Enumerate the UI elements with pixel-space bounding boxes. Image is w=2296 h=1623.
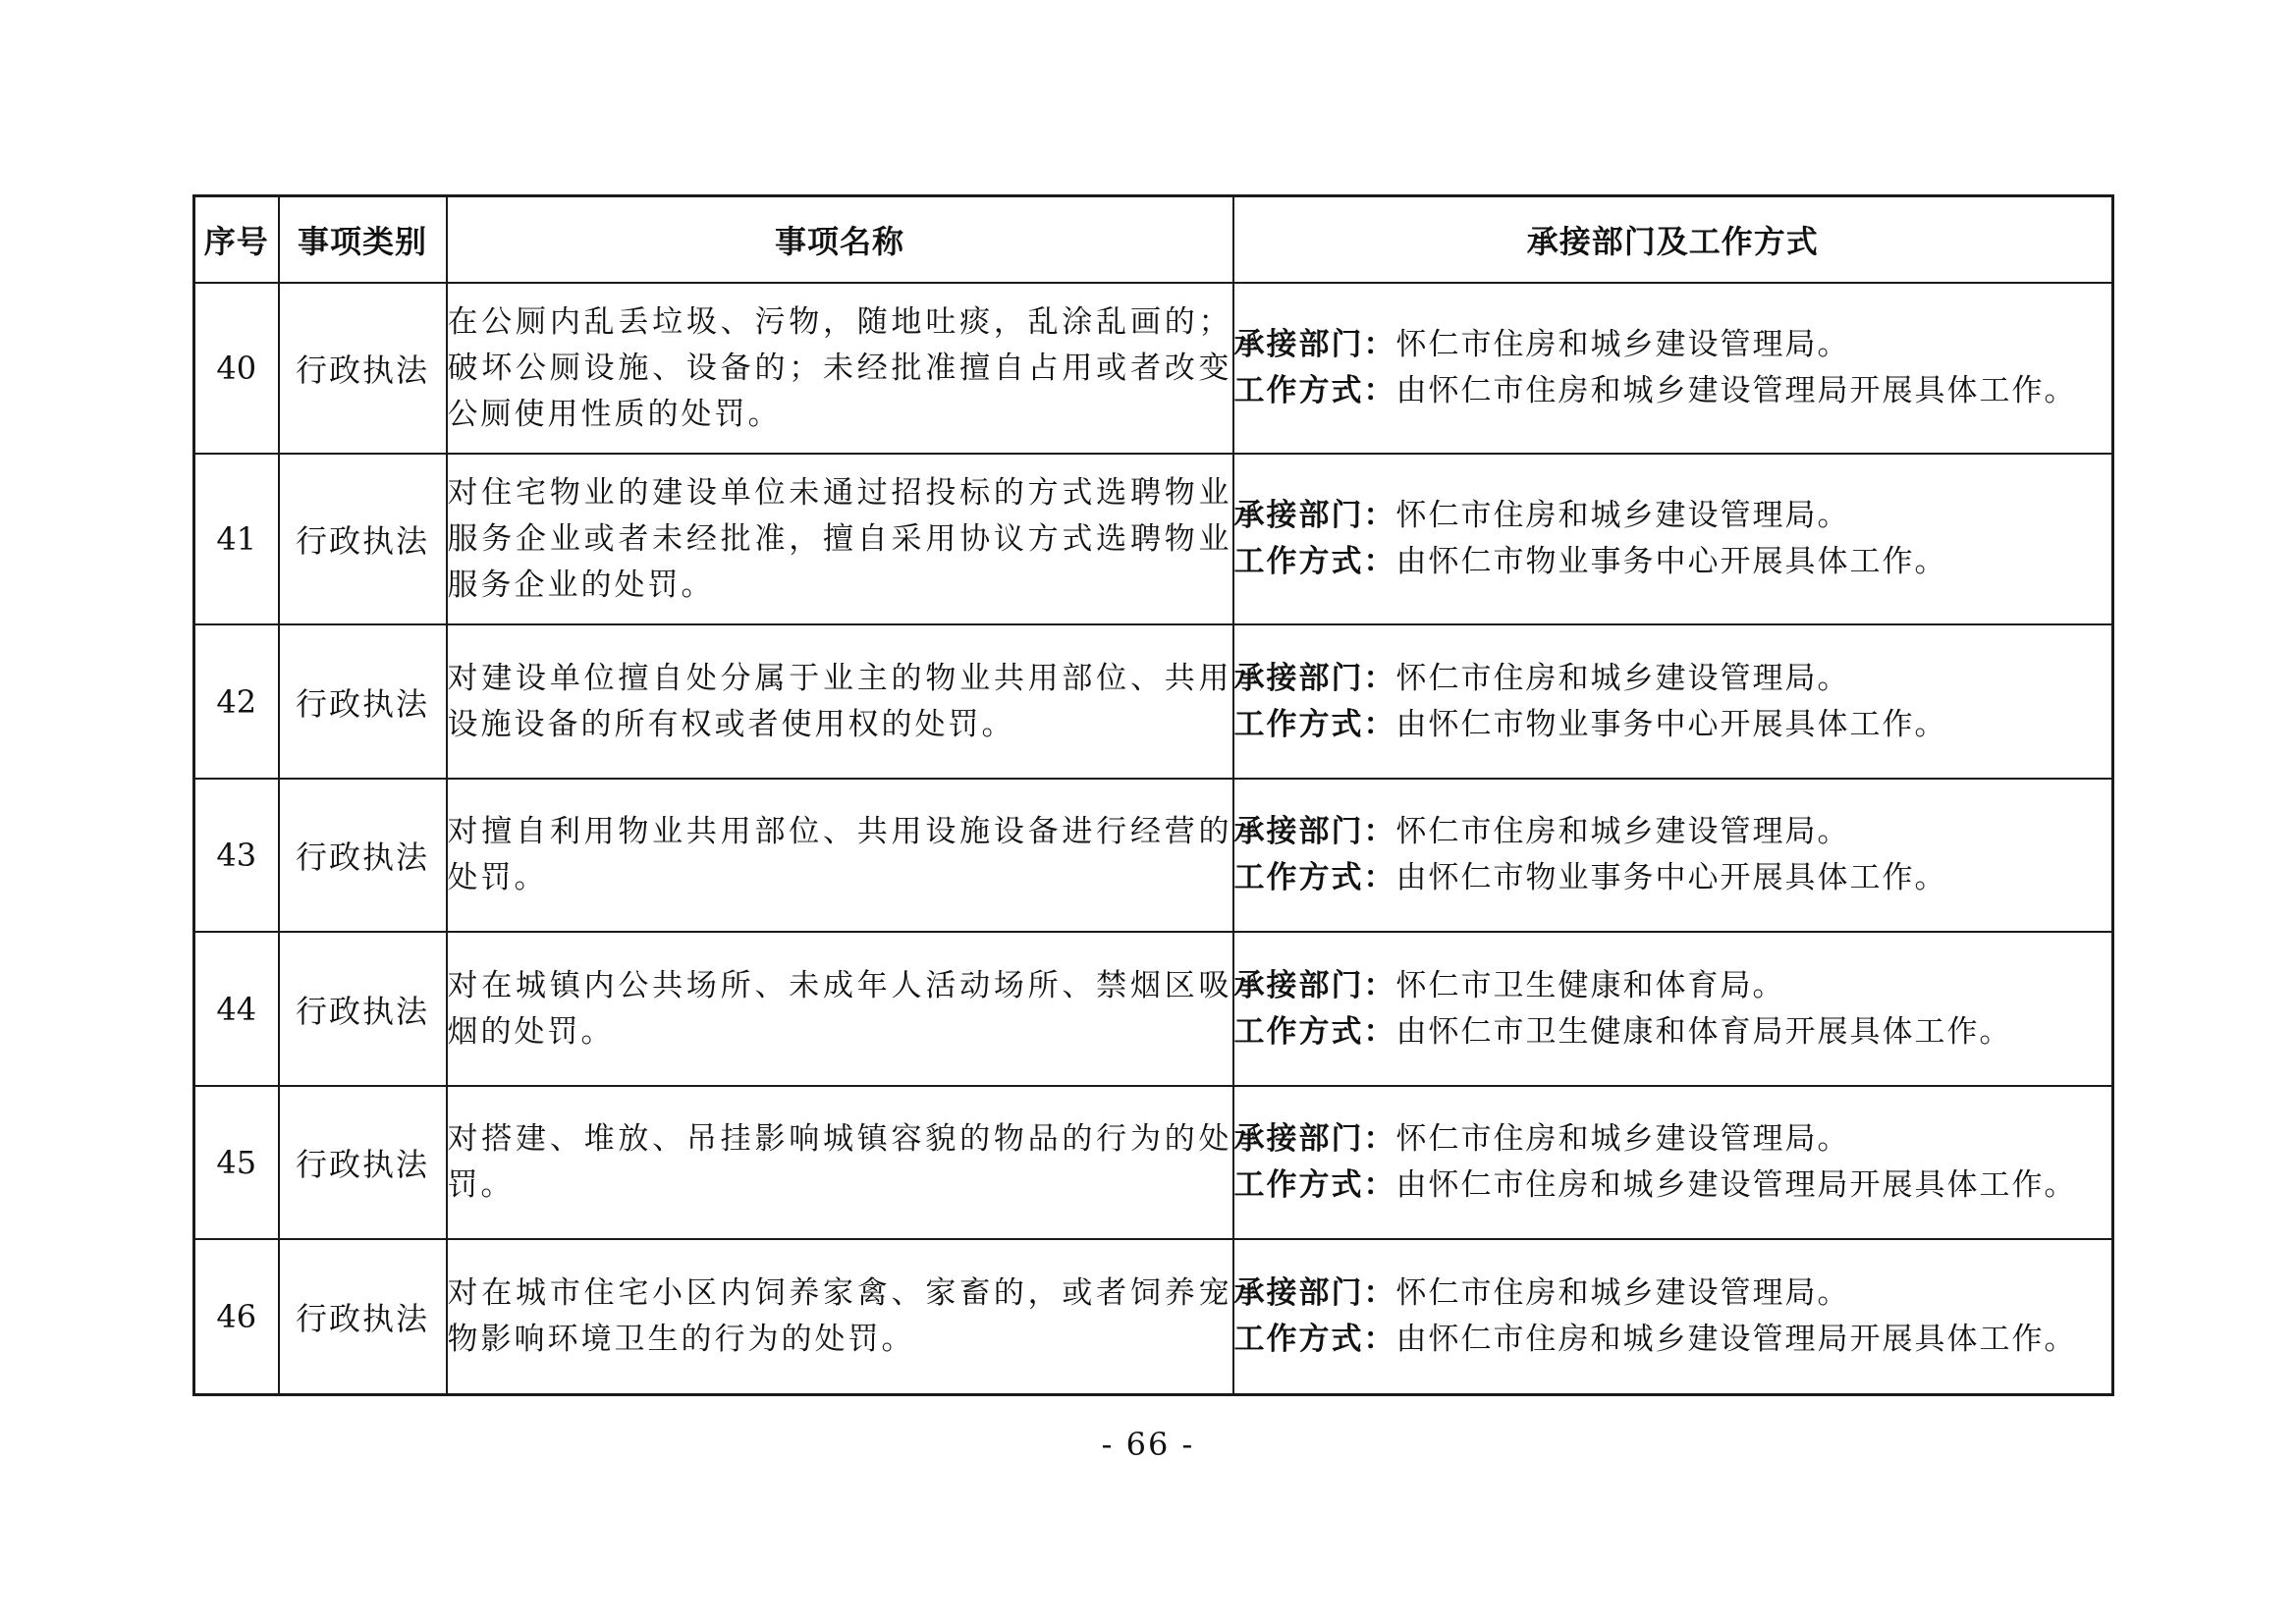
dept-value: 怀仁市住房和城乡建设管理局。 bbox=[1395, 1121, 1850, 1157]
row-name: 对搭建、堆放、吊挂影响城镇容貌的物品的行为的处罚。 bbox=[447, 1086, 1233, 1239]
method-label: 工作方式： bbox=[1233, 1167, 1396, 1203]
row-category: 行政执法 bbox=[279, 624, 447, 779]
table-row bbox=[194, 932, 2113, 1086]
row-category: 行政执法 bbox=[279, 283, 447, 454]
row-dept-cell bbox=[1233, 624, 2113, 779]
method-value: 由怀仁市卫生健康和体育局开展具体工作。 bbox=[1395, 1013, 2012, 1050]
table-row bbox=[194, 454, 2113, 624]
table-row bbox=[194, 1239, 2113, 1394]
dept-label: 承接部门： bbox=[1233, 1121, 1396, 1157]
dept-value: 怀仁市住房和城乡建设管理局。 bbox=[1395, 814, 1850, 849]
row-no: 42 bbox=[194, 624, 279, 779]
dept-label: 承接部门： bbox=[1233, 660, 1396, 696]
page-number: - 66 - bbox=[1101, 1426, 1195, 1463]
method-label: 工作方式： bbox=[1233, 860, 1396, 895]
dept-label: 承接部门： bbox=[1233, 967, 1396, 1003]
row-dept-cell bbox=[1233, 779, 2113, 932]
dept-label: 承接部门： bbox=[1233, 814, 1396, 849]
row-dept-cell bbox=[1233, 1086, 2113, 1239]
method-label: 工作方式： bbox=[1233, 544, 1396, 579]
row-name: 对建设单位擅自处分属于业主的物业共用部位、共用设施设备的所有权或者使用权的处罚。 bbox=[447, 624, 1233, 779]
table-row bbox=[194, 283, 2113, 454]
items-table bbox=[192, 194, 2114, 1396]
row-category: 行政执法 bbox=[279, 1086, 447, 1239]
row-dept-cell bbox=[1233, 283, 2113, 454]
dept-line bbox=[1234, 963, 2112, 1009]
method-line bbox=[1234, 1163, 2112, 1209]
row-no: 45 bbox=[194, 1086, 279, 1239]
dept-value: 怀仁市住房和城乡建设管理局。 bbox=[1395, 1274, 1850, 1311]
method-label: 工作方式： bbox=[1233, 1321, 1396, 1357]
dept-line bbox=[1234, 1271, 2112, 1317]
dept-label: 承接部门： bbox=[1233, 327, 1396, 362]
row-category: 行政执法 bbox=[279, 454, 447, 624]
table-row bbox=[194, 624, 2113, 779]
dept-value: 怀仁市住房和城乡建设管理局。 bbox=[1395, 498, 1850, 533]
row-dept-cell bbox=[1233, 932, 2113, 1086]
method-value: 由怀仁市物业事务中心开展具体工作。 bbox=[1395, 544, 1947, 579]
row-no: 43 bbox=[194, 779, 279, 932]
header-name: 事项名称 bbox=[447, 196, 1233, 284]
method-line bbox=[1234, 368, 2112, 414]
method-value: 由怀仁市物业事务中心开展具体工作。 bbox=[1395, 860, 1947, 895]
dept-line bbox=[1234, 809, 2112, 855]
row-name: 对擅自利用物业共用部位、共用设施设备进行经营的处罚。 bbox=[447, 779, 1233, 932]
method-value: 由怀仁市住房和城乡建设管理局开展具体工作。 bbox=[1395, 373, 2077, 408]
method-line bbox=[1234, 702, 2112, 748]
method-label: 工作方式： bbox=[1233, 706, 1396, 742]
method-label: 工作方式： bbox=[1233, 373, 1396, 408]
method-line bbox=[1234, 1317, 2112, 1363]
row-category: 行政执法 bbox=[279, 779, 447, 932]
method-line bbox=[1234, 1009, 2112, 1055]
row-category: 行政执法 bbox=[279, 1239, 447, 1394]
row-dept-cell bbox=[1233, 1239, 2113, 1394]
row-no: 40 bbox=[194, 283, 279, 454]
dept-line bbox=[1234, 493, 2112, 539]
dept-label: 承接部门： bbox=[1233, 1274, 1396, 1311]
row-name: 对住宅物业的建设单位未通过招投标的方式选聘物业服务企业或者未经批准，擅自采用协议方式选聘物业服务企业的处罚。 bbox=[447, 454, 1233, 624]
row-no: 46 bbox=[194, 1239, 279, 1394]
method-label: 工作方式： bbox=[1233, 1013, 1396, 1050]
header-category: 事项类别 bbox=[279, 196, 447, 284]
method-line bbox=[1234, 539, 2112, 585]
row-name: 对在城市住宅小区内饲养家禽、家畜的，或者饲养宠物影响环境卫生的行为的处罚。 bbox=[447, 1239, 1233, 1394]
row-name: 在公厕内乱丢垃圾、污物，随地吐痰，乱涂乱画的；破坏公厕设施、设备的；未经批准擅自占用或者改变公厕使用性质的处罚。 bbox=[447, 283, 1233, 454]
dept-label: 承接部门： bbox=[1233, 498, 1396, 533]
method-value: 由怀仁市住房和城乡建设管理局开展具体工作。 bbox=[1395, 1321, 2077, 1357]
row-no: 44 bbox=[194, 932, 279, 1086]
row-name: 对在城镇内公共场所、未成年人活动场所、禁烟区吸烟的处罚。 bbox=[447, 932, 1233, 1086]
dept-line bbox=[1234, 656, 2112, 702]
row-category: 行政执法 bbox=[279, 932, 447, 1086]
dept-line bbox=[1234, 1116, 2112, 1163]
table-row bbox=[194, 1086, 2113, 1239]
row-no: 41 bbox=[194, 454, 279, 624]
method-value: 由怀仁市住房和城乡建设管理局开展具体工作。 bbox=[1395, 1167, 2077, 1203]
method-line bbox=[1234, 855, 2112, 901]
header-dept: 承接部门及工作方式 bbox=[1233, 196, 2113, 284]
row-dept-cell bbox=[1233, 454, 2113, 624]
dept-value: 怀仁市住房和城乡建设管理局。 bbox=[1395, 327, 1850, 362]
dept-value: 怀仁市住房和城乡建设管理局。 bbox=[1395, 660, 1850, 696]
header-no: 序号 bbox=[194, 196, 279, 284]
method-value: 由怀仁市物业事务中心开展具体工作。 bbox=[1395, 706, 1947, 742]
dept-value: 怀仁市卫生健康和体育局。 bbox=[1395, 967, 1785, 1003]
table-row bbox=[194, 779, 2113, 932]
dept-line bbox=[1234, 322, 2112, 368]
table-header-row bbox=[194, 196, 2113, 284]
